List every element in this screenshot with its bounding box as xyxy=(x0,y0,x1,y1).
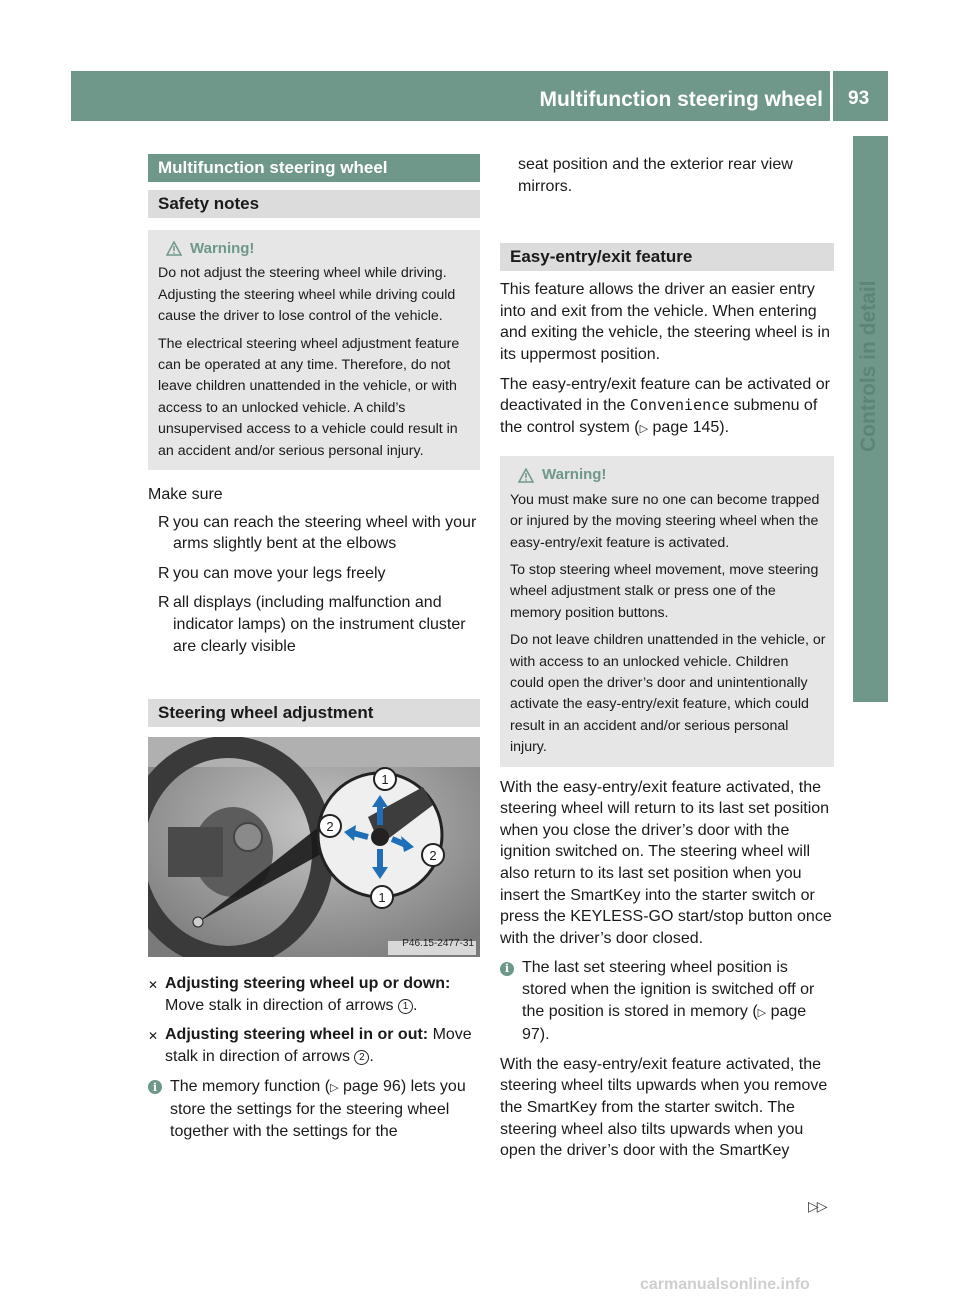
page-header-title: Multifunction steering wheel xyxy=(539,88,823,111)
warning-label: Warning! xyxy=(542,466,607,484)
paragraph: Make sure xyxy=(148,486,223,504)
figure-code: P46.15-2477-31 xyxy=(402,937,474,949)
side-tab-label: Controls in detail xyxy=(857,280,880,452)
paragraph: With the easy-entry/exit feature activated, the steering wheel will return to its last set position when you close the driver’s door with the ignition switched on. The steering wheel will also return to its last set position when you insert the SmartKey into the starter switch or press the KEYLESS-GO start/stop button once with the driver’s door closed. xyxy=(500,778,832,947)
paragraph: With the easy-entry/exit feature activated, the steering wheel tilts upwards when you remove the SmartKey from the starter switch. The steering wheel also tilts upwards when you open the driver’s door with the SmartKey xyxy=(500,1055,828,1160)
page-ref-icon: ▷ xyxy=(639,422,649,435)
list-item xyxy=(158,512,480,555)
list-item xyxy=(158,563,480,585)
warning-header xyxy=(166,238,472,259)
page-ref-icon: ▷ xyxy=(757,1006,767,1019)
info-text: The last set steering wheel position is stored when the ignition is switched off or the position is stored in memory ( xyxy=(522,959,815,1020)
warning-triangle-icon xyxy=(518,468,534,483)
info-text: page 96) lets you store the settings for the steering wheel together with the settings for the xyxy=(170,1077,466,1140)
left-column xyxy=(148,154,480,1150)
paragraph: This feature allows the driver an easier entry into and exit from the vehicle. When entering and exiting the vehicle, the steering wheel is in its uppermost position. xyxy=(500,281,830,363)
step-callout: 2 xyxy=(354,1050,369,1065)
section-title: Multifunction steering wheel xyxy=(148,154,480,182)
bullet-marker: R xyxy=(158,594,170,612)
info-note xyxy=(148,1076,480,1143)
list-item-text: you can reach the steering wheel with your arms slightly bent at the elbows xyxy=(173,513,477,553)
instruction-step: ✕ Adjusting steering wheel up or down: Move stalk in direction of arrows 1 . xyxy=(148,973,480,1016)
info-text: The memory function ( xyxy=(170,1077,331,1095)
warning-header xyxy=(518,464,826,485)
info-note xyxy=(500,957,834,1045)
watermark: carmanualsonline.info xyxy=(640,1276,810,1293)
warning-text: Do not adjust the steering wheel while driving. Adjusting the steering wheel while driving could cause the driver to lose control of the vehicle. xyxy=(158,265,456,325)
step-text: Move stalk in direction of arrows xyxy=(165,996,394,1014)
step-callout: 1 xyxy=(398,999,413,1014)
paragraph: The easy-entry/exit feature can be activated or deactivated in the Convenience submenu of the control system (▷ page 145). xyxy=(500,375,830,436)
list-item-text: all displays (including malfunction and indicator lamps) on the instrument cluster are clearly visible xyxy=(173,594,466,655)
callout-1: 1 xyxy=(370,885,394,909)
step-text: Move stalk in direction of arrows xyxy=(165,1026,472,1065)
info-icon: i xyxy=(500,962,514,976)
callout-2: 2 xyxy=(318,814,342,838)
right-column xyxy=(500,154,834,1170)
bullet-marker: R xyxy=(158,564,170,582)
warning-text: To stop steering wheel movement, move steering wheel adjustment stalk or press one of the memory position buttons. xyxy=(510,561,819,621)
easy-entry-heading: Easy-entry/exit feature xyxy=(500,243,834,271)
page-ref-icon: ▷ xyxy=(330,1081,339,1094)
callout-2: 2 xyxy=(421,843,445,867)
warning-box xyxy=(148,230,480,470)
warning-text: Do not leave children unattended in the vehicle, or with access to an unlocked vehicle. Children could open the driver’s door and unintentionally activate the easy-entry/exit feature, which could result in an accident and/or serious personal injury. xyxy=(510,632,826,756)
warning-label: Warning! xyxy=(190,240,255,257)
menu-name: Convenience xyxy=(629,396,730,415)
list-item-text: you can move your legs freely xyxy=(173,564,386,582)
warning-triangle-icon xyxy=(166,241,182,256)
paragraph: seat position and the exterior rear view mirrors. xyxy=(518,156,793,195)
header-separator xyxy=(830,71,833,121)
info-icon: i xyxy=(148,1080,162,1094)
warning-box xyxy=(500,456,834,766)
arrow-marker-icon: ✕ xyxy=(148,1029,159,1044)
instruction-step: ✕ Adjusting steering wheel in or out: Move stalk in direction of arrows 2 . xyxy=(148,1024,480,1067)
steering-adjustment-heading: Steering wheel adjustment xyxy=(148,699,480,727)
step-title: Adjusting steering wheel in or out: xyxy=(165,1026,429,1044)
step-title: Adjusting steering wheel up or down: xyxy=(165,975,451,993)
warning-text: The electrical steering wheel adjustment feature can be operated at any time. Therefore, do not leave children unattended in the vehicle, or with access to an unlocked vehicle. A child’s unsupervised access to a vehicle could result in an accident and/or serious personal injury. xyxy=(158,335,460,459)
callout-1: 1 xyxy=(373,767,397,791)
continue-arrow-icon: ▷▷ xyxy=(808,1198,826,1214)
safety-notes-heading: Safety notes xyxy=(148,190,480,218)
bullet-marker: R xyxy=(158,513,170,531)
steering-wheel-figure xyxy=(148,737,480,957)
list-item xyxy=(158,592,480,657)
warning-text: You must make sure no one can become trapped or injured by the moving steering wheel when the easy-entry/exit feature is activated. xyxy=(510,491,820,551)
page-number: 93 xyxy=(848,88,870,109)
arrow-marker-icon: ✕ xyxy=(148,978,159,993)
info-text: page 97). xyxy=(522,1002,807,1044)
